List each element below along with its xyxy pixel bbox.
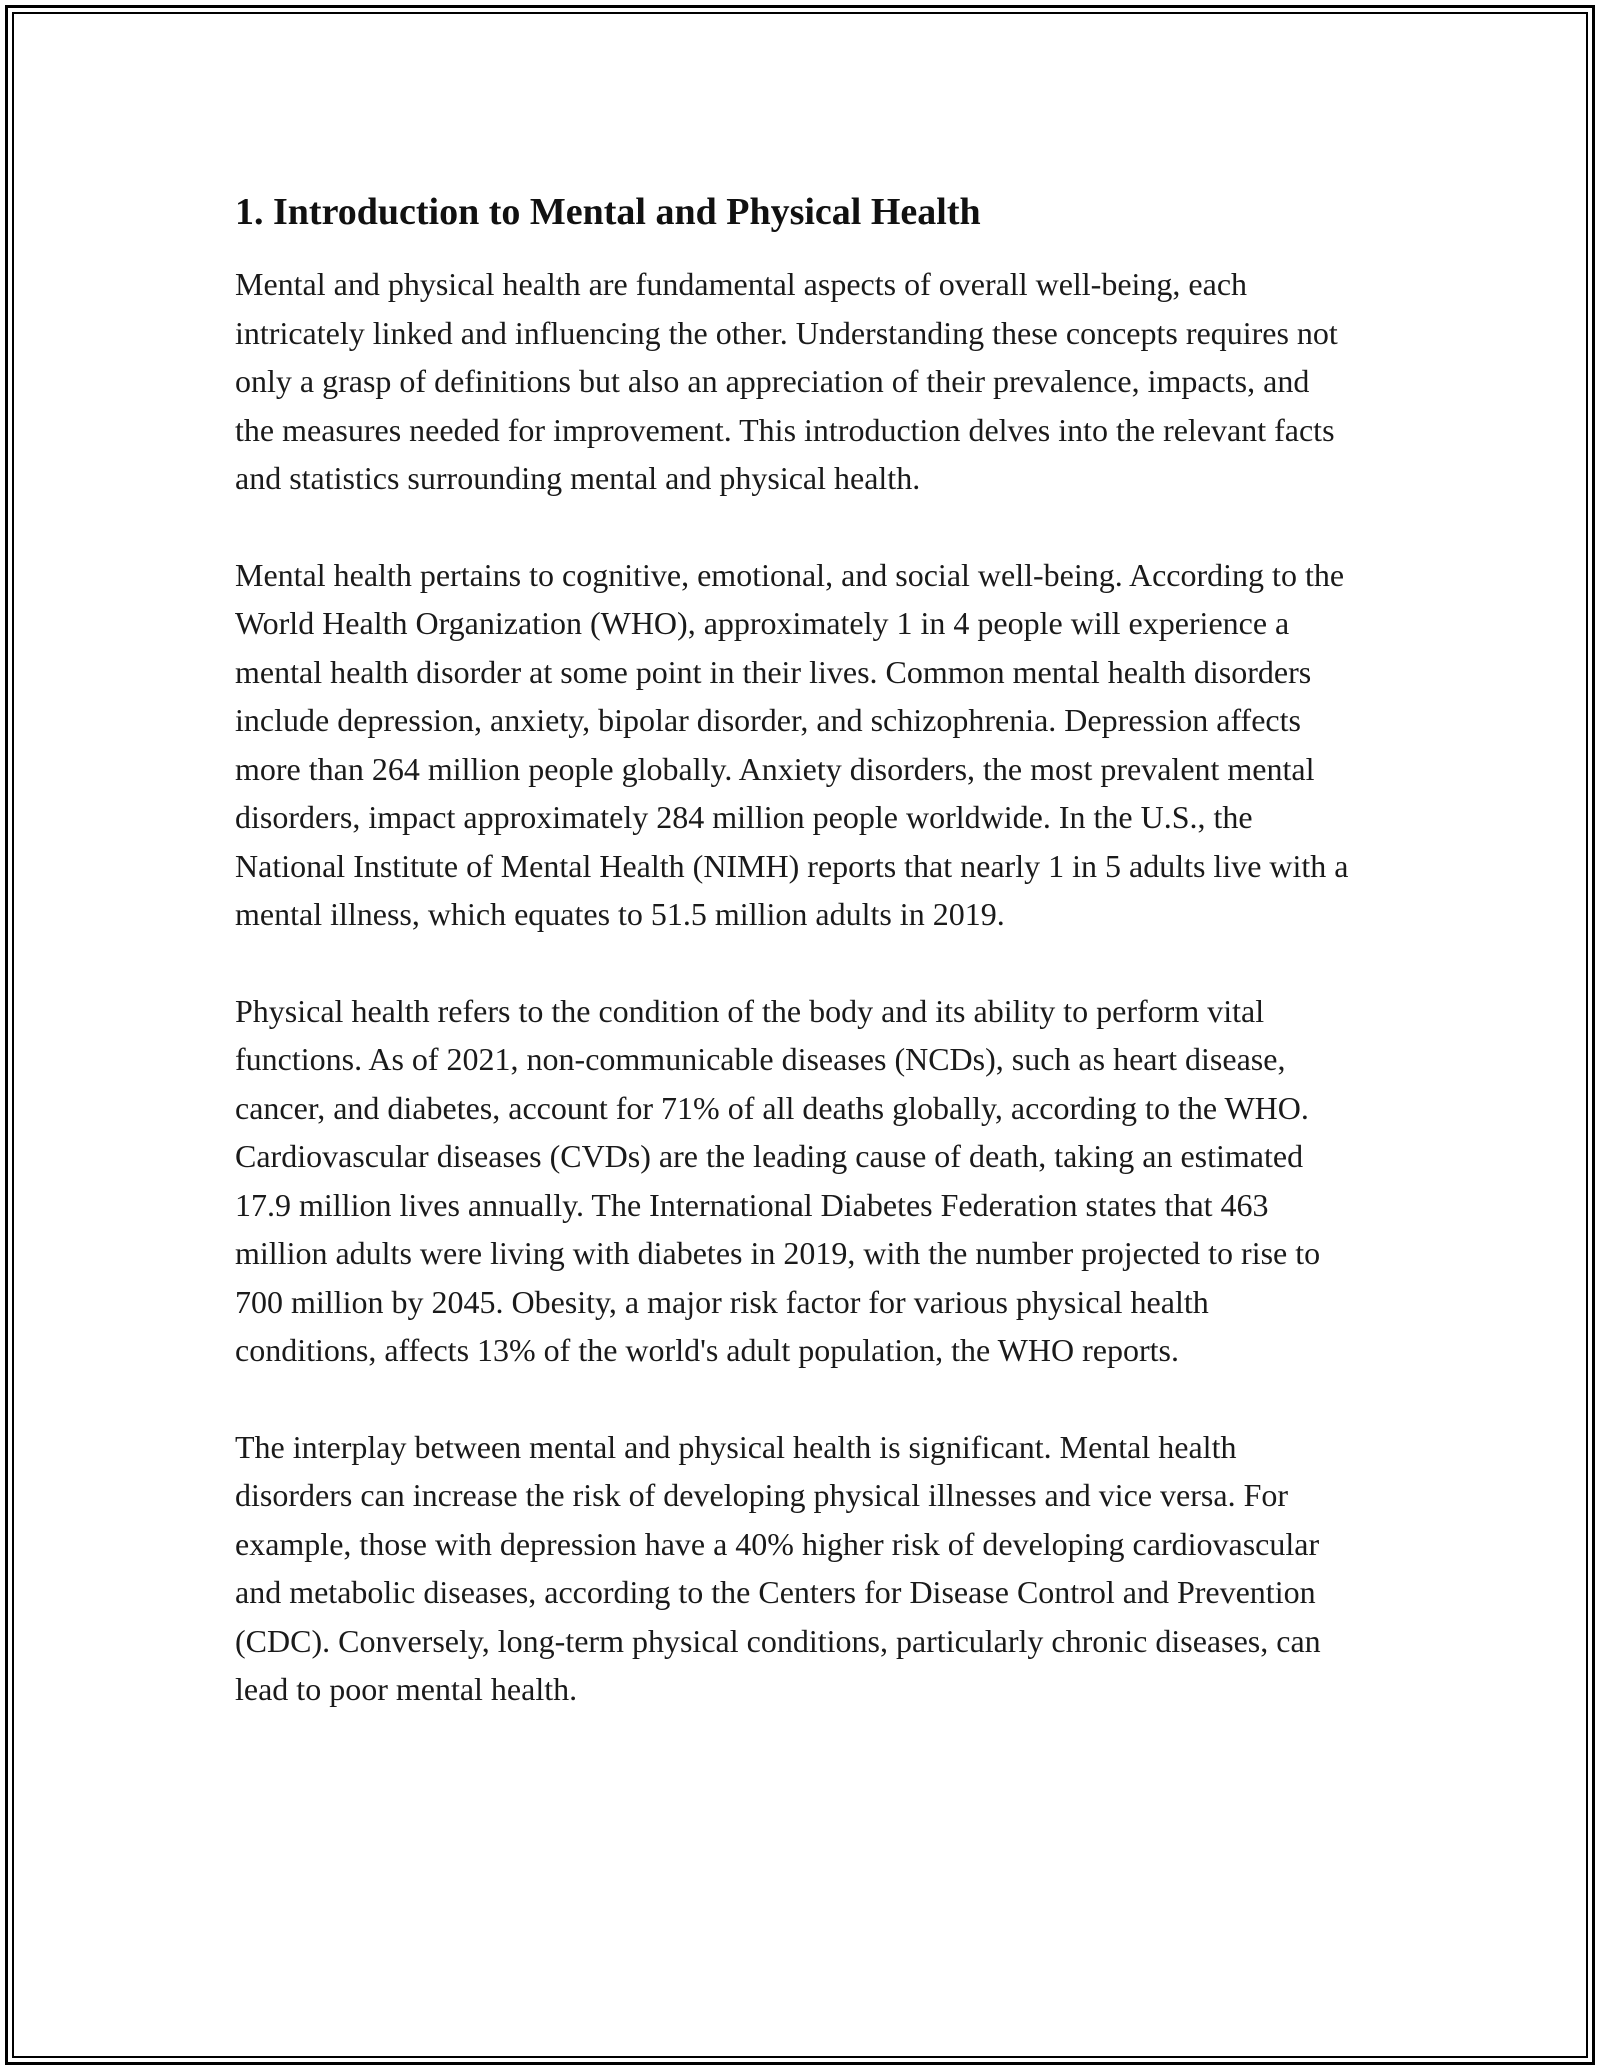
paragraph-interplay: The interplay between mental and physical health is significant. Mental health disorders can increase the risk of developing physical illnesses and vice versa. For example, those with depression have a 40% higher risk of developing cardiovascular and metabolic diseases, according to the Centers for Disease Control and Prevention (CDC). Conversely, long-term physical conditions, particularly chronic diseases, can lead to poor mental health. xyxy=(235,1428,1321,1707)
document-body xyxy=(235,186,1355,1762)
paragraph-physical-health: Physical health refers to the condition of the body and its ability to perform vital functions. As of 2021, non-communicable diseases (NCDs), such as heart disease, cancer, and diabetes, account for 71% of all deaths globally, according to the WHO. Cardiovascular diseases (CVDs) are the leading cause of death, taking an estimated 17.9 million lives annually. The International Diabetes Federation states that 463 million adults were living with diabetes in 2019, with the number projected to rise to 700 million by 2045. Obesity, a major risk factor for various physical health conditions, affects 13% of the world's adult population, the WHO reports. xyxy=(235,992,1321,1368)
paragraph-intro: Mental and physical health are fundamental aspects of overall well-being, each intricately linked and influencing the other. Understanding these concepts requires not only a grasp of definitions but also an appreciation of their prevalence, impacts, and the measures needed for improvement. This introduction delves into the relevant facts and statistics surrounding mental and physical health. xyxy=(235,266,1338,496)
section-heading: 1. Introduction to Mental and Physical Health xyxy=(235,191,981,233)
paragraph-mental-health: Mental health pertains to cognitive, emotional, and social well-being. According to the World Health Organization (WHO), approximately 1 in 4 people will experience a mental health disorder at some point in their lives. Common mental health disorders include depression, anxiety, bipolar disorder, and schizophrenia. Depression affects more than 264 million people globally. Anxiety disorders, the most prevalent mental disorders, impact approximately 284 million people worldwide. In the U.S., the National Institute of Mental Health (NIMH) reports that nearly 1 in 5 adults live with a mental illness, which equates to 51.5 million adults in 2019. xyxy=(235,556,1349,932)
